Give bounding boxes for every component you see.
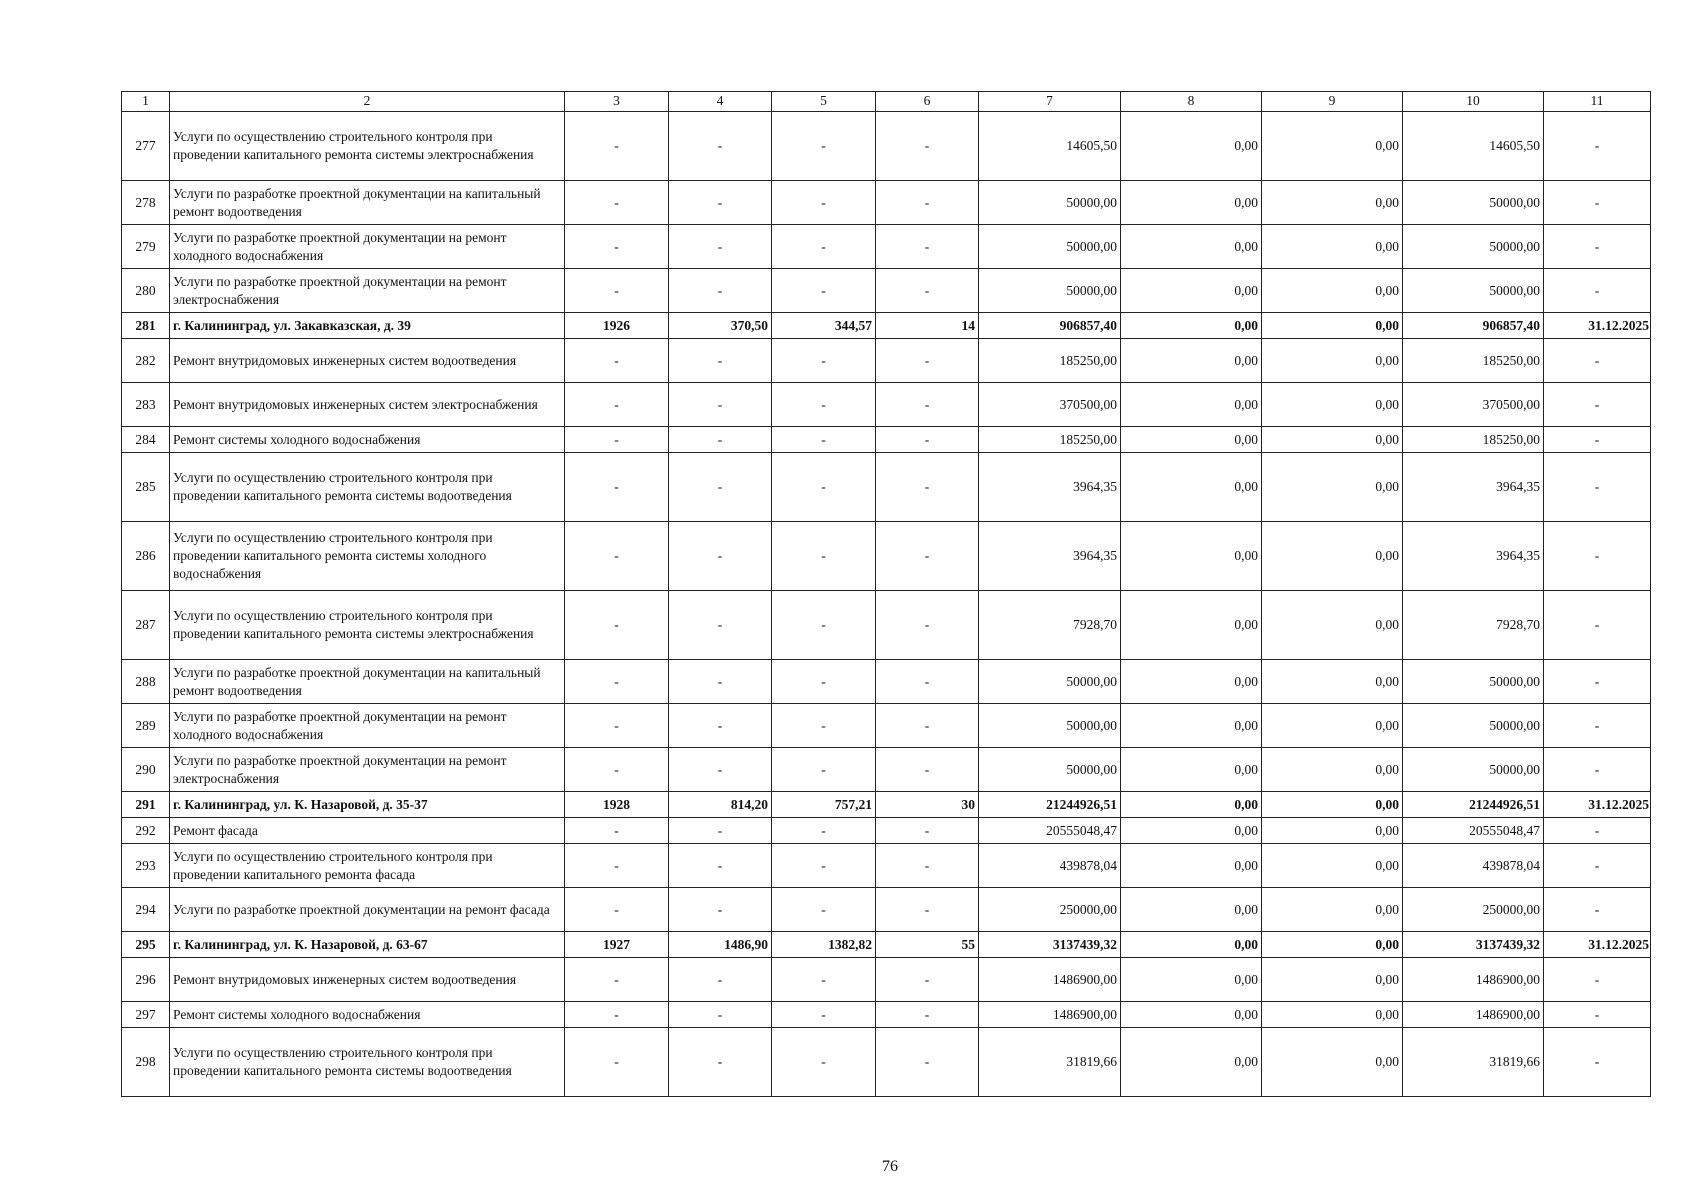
cell-deadline: - bbox=[1544, 453, 1651, 522]
cell-deadline: - bbox=[1544, 269, 1651, 313]
works-table bbox=[121, 91, 1651, 1097]
cell-fund-federal: 0,00 bbox=[1121, 792, 1262, 818]
cell-fund-owners: 1486900,00 bbox=[1403, 958, 1544, 1002]
cell-total-area: - bbox=[669, 844, 772, 888]
header-cell: 2 bbox=[170, 92, 565, 112]
cell-year: - bbox=[565, 1028, 669, 1097]
cell-total-area: - bbox=[669, 748, 772, 792]
row-number: 282 bbox=[122, 339, 170, 383]
table-row bbox=[122, 181, 1651, 225]
row-number: 283 bbox=[122, 383, 170, 427]
cell-residents: - bbox=[876, 748, 979, 792]
row-name: Услуги по разработке проектной документации на капитальный ремонт водоотведения bbox=[170, 181, 565, 225]
cell-fund-federal: 0,00 bbox=[1121, 660, 1262, 704]
row-number: 293 bbox=[122, 844, 170, 888]
cell-total-cost: 439878,04 bbox=[979, 844, 1121, 888]
cell-fund-federal: 0,00 bbox=[1121, 522, 1262, 591]
row-number: 298 bbox=[122, 1028, 170, 1097]
cell-fund-federal: 0,00 bbox=[1121, 958, 1262, 1002]
header-cell: 7 bbox=[979, 92, 1121, 112]
cell-fund-regional: 0,00 bbox=[1262, 748, 1403, 792]
cell-year: 1928 bbox=[565, 792, 669, 818]
row-name: г. Калининград, ул. К. Назаровой, д. 35-37 bbox=[170, 792, 565, 818]
cell-total-area: - bbox=[669, 1002, 772, 1028]
cell-total-cost: 20555048,47 bbox=[979, 818, 1121, 844]
cell-total-cost: 185250,00 bbox=[979, 339, 1121, 383]
cell-fund-regional: 0,00 bbox=[1262, 453, 1403, 522]
cell-total-area: 1486,90 bbox=[669, 932, 772, 958]
row-name: Услуги по осуществлению строительного контроля при проведении капитального ремонта системы холодного водоснабжения bbox=[170, 522, 565, 591]
cell-residents: - bbox=[876, 453, 979, 522]
cell-residents: - bbox=[876, 888, 979, 932]
cell-fund-regional: 0,00 bbox=[1262, 932, 1403, 958]
row-name: Ремонт системы холодного водоснабжения bbox=[170, 427, 565, 453]
cell-fund-federal: 0,00 bbox=[1121, 748, 1262, 792]
cell-fund-federal: 0,00 bbox=[1121, 932, 1262, 958]
row-number: 295 bbox=[122, 932, 170, 958]
cell-total-area: 370,50 bbox=[669, 313, 772, 339]
cell-fund-regional: 0,00 bbox=[1262, 1002, 1403, 1028]
cell-fund-owners: 31819,66 bbox=[1403, 1028, 1544, 1097]
cell-fund-owners: 250000,00 bbox=[1403, 888, 1544, 932]
cell-year: - bbox=[565, 844, 669, 888]
cell-deadline: - bbox=[1544, 522, 1651, 591]
table-row bbox=[122, 704, 1651, 748]
cell-deadline: - bbox=[1544, 339, 1651, 383]
cell-total-cost: 7928,70 bbox=[979, 591, 1121, 660]
row-name: Ремонт системы холодного водоснабжения bbox=[170, 1002, 565, 1028]
row-number: 289 bbox=[122, 704, 170, 748]
row-name: Ремонт внутридомовых инженерных систем водоотведения bbox=[170, 339, 565, 383]
table-row bbox=[122, 660, 1651, 704]
address-row bbox=[122, 313, 1651, 339]
cell-total-area: - bbox=[669, 704, 772, 748]
row-number: 287 bbox=[122, 591, 170, 660]
cell-living-area: 757,21 bbox=[772, 792, 876, 818]
header-cell: 8 bbox=[1121, 92, 1262, 112]
cell-fund-regional: 0,00 bbox=[1262, 591, 1403, 660]
cell-year: - bbox=[565, 453, 669, 522]
cell-fund-owners: 3964,35 bbox=[1403, 522, 1544, 591]
cell-fund-owners: 185250,00 bbox=[1403, 339, 1544, 383]
cell-residents: - bbox=[876, 269, 979, 313]
table-row bbox=[122, 748, 1651, 792]
cell-residents: - bbox=[876, 112, 979, 181]
row-name: Услуги по осуществлению строительного контроля при проведении капитального ремонта системы электроснабжения bbox=[170, 591, 565, 660]
header-cell: 9 bbox=[1262, 92, 1403, 112]
row-name: Услуги по разработке проектной документации на ремонт электроснабжения bbox=[170, 748, 565, 792]
row-number: 294 bbox=[122, 888, 170, 932]
cell-total-cost: 31819,66 bbox=[979, 1028, 1121, 1097]
cell-deadline: - bbox=[1544, 427, 1651, 453]
address-row bbox=[122, 932, 1651, 958]
cell-fund-regional: 0,00 bbox=[1262, 704, 1403, 748]
table-row bbox=[122, 818, 1651, 844]
cell-total-area: 814,20 bbox=[669, 792, 772, 818]
table-row bbox=[122, 1002, 1651, 1028]
table-row bbox=[122, 269, 1651, 313]
cell-fund-regional: 0,00 bbox=[1262, 888, 1403, 932]
header-cell: 5 bbox=[772, 92, 876, 112]
table-row bbox=[122, 427, 1651, 453]
cell-fund-federal: 0,00 bbox=[1121, 1028, 1262, 1097]
cell-residents: - bbox=[876, 844, 979, 888]
cell-deadline: - bbox=[1544, 112, 1651, 181]
table-row bbox=[122, 844, 1651, 888]
row-number: 290 bbox=[122, 748, 170, 792]
cell-total-area: - bbox=[669, 958, 772, 1002]
cell-fund-owners: 14605,50 bbox=[1403, 112, 1544, 181]
cell-total-area: - bbox=[669, 1028, 772, 1097]
cell-fund-federal: 0,00 bbox=[1121, 704, 1262, 748]
cell-fund-regional: 0,00 bbox=[1262, 427, 1403, 453]
cell-living-area: - bbox=[772, 958, 876, 1002]
cell-year: - bbox=[565, 958, 669, 1002]
cell-residents: 30 bbox=[876, 792, 979, 818]
cell-fund-federal: 0,00 bbox=[1121, 591, 1262, 660]
header-cell: 4 bbox=[669, 92, 772, 112]
cell-deadline: - bbox=[1544, 748, 1651, 792]
cell-year: - bbox=[565, 522, 669, 591]
row-name: Услуги по разработке проектной документации на ремонт холодного водоснабжения bbox=[170, 704, 565, 748]
cell-living-area: 344,57 bbox=[772, 313, 876, 339]
row-name: г. Калининград, ул. Закавказская, д. 39 bbox=[170, 313, 565, 339]
cell-year: - bbox=[565, 427, 669, 453]
cell-total-cost: 50000,00 bbox=[979, 225, 1121, 269]
cell-fund-regional: 0,00 bbox=[1262, 522, 1403, 591]
row-number: 279 bbox=[122, 225, 170, 269]
cell-year: - bbox=[565, 339, 669, 383]
cell-total-area: - bbox=[669, 660, 772, 704]
cell-fund-owners: 21244926,51 bbox=[1403, 792, 1544, 818]
cell-total-cost: 1486900,00 bbox=[979, 958, 1121, 1002]
cell-total-cost: 50000,00 bbox=[979, 748, 1121, 792]
cell-year: - bbox=[565, 383, 669, 427]
cell-fund-federal: 0,00 bbox=[1121, 225, 1262, 269]
row-name: г. Калининград, ул. К. Назаровой, д. 63-67 bbox=[170, 932, 565, 958]
row-number: 286 bbox=[122, 522, 170, 591]
header-cell: 10 bbox=[1403, 92, 1544, 112]
cell-living-area: - bbox=[772, 427, 876, 453]
cell-deadline: - bbox=[1544, 1002, 1651, 1028]
cell-year: - bbox=[565, 888, 669, 932]
cell-total-cost: 185250,00 bbox=[979, 427, 1121, 453]
cell-living-area: - bbox=[772, 844, 876, 888]
cell-year: - bbox=[565, 704, 669, 748]
cell-total-area: - bbox=[669, 383, 772, 427]
cell-year: - bbox=[565, 112, 669, 181]
cell-fund-federal: 0,00 bbox=[1121, 313, 1262, 339]
cell-fund-regional: 0,00 bbox=[1262, 181, 1403, 225]
cell-fund-federal: 0,00 bbox=[1121, 888, 1262, 932]
cell-living-area: - bbox=[772, 453, 876, 522]
cell-fund-owners: 50000,00 bbox=[1403, 660, 1544, 704]
row-name: Ремонт внутридомовых инженерных систем водоотведения bbox=[170, 958, 565, 1002]
cell-deadline: - bbox=[1544, 1028, 1651, 1097]
cell-living-area: - bbox=[772, 269, 876, 313]
cell-living-area: - bbox=[772, 888, 876, 932]
cell-living-area: - bbox=[772, 660, 876, 704]
cell-fund-owners: 20555048,47 bbox=[1403, 818, 1544, 844]
cell-residents: - bbox=[876, 427, 979, 453]
cell-year: 1926 bbox=[565, 313, 669, 339]
cell-year: 1927 bbox=[565, 932, 669, 958]
row-name: Услуги по осуществлению строительного контроля при проведении капитального ремонта системы водоотведения bbox=[170, 1028, 565, 1097]
cell-fund-federal: 0,00 bbox=[1121, 453, 1262, 522]
address-row bbox=[122, 792, 1651, 818]
cell-deadline: - bbox=[1544, 844, 1651, 888]
cell-fund-regional: 0,00 bbox=[1262, 313, 1403, 339]
table-row bbox=[122, 591, 1651, 660]
cell-fund-regional: 0,00 bbox=[1262, 383, 1403, 427]
cell-total-cost: 14605,50 bbox=[979, 112, 1121, 181]
cell-deadline: - bbox=[1544, 181, 1651, 225]
cell-fund-regional: 0,00 bbox=[1262, 269, 1403, 313]
cell-living-area: - bbox=[772, 591, 876, 660]
cell-fund-owners: 50000,00 bbox=[1403, 269, 1544, 313]
header-cell: 11 bbox=[1544, 92, 1651, 112]
cell-deadline: - bbox=[1544, 958, 1651, 1002]
table-row bbox=[122, 522, 1651, 591]
cell-residents: 14 bbox=[876, 313, 979, 339]
cell-fund-federal: 0,00 bbox=[1121, 818, 1262, 844]
cell-deadline: - bbox=[1544, 591, 1651, 660]
cell-deadline: - bbox=[1544, 660, 1651, 704]
cell-deadline: - bbox=[1544, 383, 1651, 427]
row-number: 291 bbox=[122, 792, 170, 818]
cell-fund-federal: 0,00 bbox=[1121, 181, 1262, 225]
cell-fund-owners: 370500,00 bbox=[1403, 383, 1544, 427]
cell-year: - bbox=[565, 591, 669, 660]
cell-deadline: - bbox=[1544, 225, 1651, 269]
cell-fund-regional: 0,00 bbox=[1262, 112, 1403, 181]
cell-fund-federal: 0,00 bbox=[1121, 339, 1262, 383]
cell-fund-owners: 7928,70 bbox=[1403, 591, 1544, 660]
row-number: 297 bbox=[122, 1002, 170, 1028]
cell-total-area: - bbox=[669, 339, 772, 383]
cell-total-area: - bbox=[669, 818, 772, 844]
cell-living-area: - bbox=[772, 748, 876, 792]
cell-residents: - bbox=[876, 181, 979, 225]
table-row bbox=[122, 453, 1651, 522]
header-cell: 3 bbox=[565, 92, 669, 112]
cell-fund-regional: 0,00 bbox=[1262, 958, 1403, 1002]
cell-total-cost: 50000,00 bbox=[979, 704, 1121, 748]
cell-fund-owners: 50000,00 bbox=[1403, 704, 1544, 748]
table-row bbox=[122, 339, 1651, 383]
row-name: Услуги по разработке проектной документации на ремонт электроснабжения bbox=[170, 269, 565, 313]
cell-fund-regional: 0,00 bbox=[1262, 1028, 1403, 1097]
cell-total-cost: 3137439,32 bbox=[979, 932, 1121, 958]
cell-residents: - bbox=[876, 339, 979, 383]
row-name: Ремонт фасада bbox=[170, 818, 565, 844]
cell-total-area: - bbox=[669, 888, 772, 932]
cell-total-area: - bbox=[669, 181, 772, 225]
cell-total-area: - bbox=[669, 522, 772, 591]
cell-total-cost: 1486900,00 bbox=[979, 1002, 1121, 1028]
cell-total-cost: 21244926,51 bbox=[979, 792, 1121, 818]
cell-year: - bbox=[565, 660, 669, 704]
row-number: 280 bbox=[122, 269, 170, 313]
cell-living-area: - bbox=[772, 181, 876, 225]
cell-total-cost: 906857,40 bbox=[979, 313, 1121, 339]
cell-fund-owners: 439878,04 bbox=[1403, 844, 1544, 888]
cell-fund-regional: 0,00 bbox=[1262, 844, 1403, 888]
table-row bbox=[122, 1028, 1651, 1097]
header-cell: 6 bbox=[876, 92, 979, 112]
column-number-header bbox=[122, 92, 1651, 112]
cell-fund-federal: 0,00 bbox=[1121, 269, 1262, 313]
cell-year: - bbox=[565, 181, 669, 225]
cell-total-area: - bbox=[669, 427, 772, 453]
cell-year: - bbox=[565, 225, 669, 269]
cell-total-area: - bbox=[669, 453, 772, 522]
cell-total-cost: 50000,00 bbox=[979, 660, 1121, 704]
cell-living-area: - bbox=[772, 818, 876, 844]
row-number: 285 bbox=[122, 453, 170, 522]
cell-deadline: 31.12.2025 bbox=[1544, 313, 1651, 339]
cell-residents: - bbox=[876, 660, 979, 704]
cell-living-area: - bbox=[772, 704, 876, 748]
cell-fund-federal: 0,00 bbox=[1121, 112, 1262, 181]
row-name: Услуги по разработке проектной документации на капитальный ремонт водоотведения bbox=[170, 660, 565, 704]
cell-year: - bbox=[565, 818, 669, 844]
cell-residents: - bbox=[876, 958, 979, 1002]
row-name: Услуги по осуществлению строительного контроля при проведении капитального ремонта системы электроснабжения bbox=[170, 112, 565, 181]
cell-living-area: - bbox=[772, 112, 876, 181]
cell-fund-regional: 0,00 bbox=[1262, 818, 1403, 844]
cell-total-area: - bbox=[669, 269, 772, 313]
cell-total-cost: 3964,35 bbox=[979, 453, 1121, 522]
cell-fund-owners: 50000,00 bbox=[1403, 225, 1544, 269]
cell-fund-regional: 0,00 bbox=[1262, 660, 1403, 704]
cell-year: - bbox=[565, 1002, 669, 1028]
cell-living-area: - bbox=[772, 339, 876, 383]
cell-deadline: - bbox=[1544, 888, 1651, 932]
cell-fund-federal: 0,00 bbox=[1121, 1002, 1262, 1028]
row-number: 277 bbox=[122, 112, 170, 181]
row-number: 284 bbox=[122, 427, 170, 453]
cell-living-area: - bbox=[772, 383, 876, 427]
table-row bbox=[122, 958, 1651, 1002]
cell-deadline: - bbox=[1544, 704, 1651, 748]
table-row bbox=[122, 888, 1651, 932]
cell-fund-owners: 3964,35 bbox=[1403, 453, 1544, 522]
table-row bbox=[122, 383, 1651, 427]
cell-deadline: 31.12.2025 bbox=[1544, 792, 1651, 818]
cell-total-cost: 370500,00 bbox=[979, 383, 1121, 427]
cell-total-area: - bbox=[669, 112, 772, 181]
row-number: 296 bbox=[122, 958, 170, 1002]
cell-fund-federal: 0,00 bbox=[1121, 427, 1262, 453]
table-row bbox=[122, 112, 1651, 181]
row-number: 288 bbox=[122, 660, 170, 704]
row-name: Ремонт внутридомовых инженерных систем электроснабжения bbox=[170, 383, 565, 427]
cell-living-area: - bbox=[772, 1028, 876, 1097]
cell-fund-federal: 0,00 bbox=[1121, 844, 1262, 888]
cell-living-area: - bbox=[772, 225, 876, 269]
cell-residents: - bbox=[876, 1028, 979, 1097]
row-number: 281 bbox=[122, 313, 170, 339]
cell-total-cost: 50000,00 bbox=[979, 181, 1121, 225]
row-number: 278 bbox=[122, 181, 170, 225]
cell-fund-regional: 0,00 bbox=[1262, 792, 1403, 818]
page-number: 76 bbox=[882, 1158, 898, 1175]
row-number: 292 bbox=[122, 818, 170, 844]
row-name: Услуги по осуществлению строительного контроля при проведении капитального ремонта фасада bbox=[170, 844, 565, 888]
cell-residents: - bbox=[876, 225, 979, 269]
cell-fund-owners: 185250,00 bbox=[1403, 427, 1544, 453]
cell-residents: - bbox=[876, 522, 979, 591]
cell-deadline: - bbox=[1544, 818, 1651, 844]
row-name: Услуги по осуществлению строительного контроля при проведении капитального ремонта системы водоотведения bbox=[170, 453, 565, 522]
row-name: Услуги по разработке проектной документации на ремонт холодного водоснабжения bbox=[170, 225, 565, 269]
cell-year: - bbox=[565, 748, 669, 792]
cell-residents: - bbox=[876, 591, 979, 660]
cell-fund-owners: 1486900,00 bbox=[1403, 1002, 1544, 1028]
cell-residents: - bbox=[876, 383, 979, 427]
cell-fund-owners: 906857,40 bbox=[1403, 313, 1544, 339]
cell-living-area: - bbox=[772, 522, 876, 591]
cell-total-area: - bbox=[669, 225, 772, 269]
cell-fund-owners: 50000,00 bbox=[1403, 748, 1544, 792]
cell-fund-owners: 3137439,32 bbox=[1403, 932, 1544, 958]
cell-total-area: - bbox=[669, 591, 772, 660]
cell-residents: - bbox=[876, 1002, 979, 1028]
cell-living-area: - bbox=[772, 1002, 876, 1028]
cell-residents: 55 bbox=[876, 932, 979, 958]
row-name: Услуги по разработке проектной документации на ремонт фасада bbox=[170, 888, 565, 932]
cell-total-cost: 3964,35 bbox=[979, 522, 1121, 591]
cell-residents: - bbox=[876, 818, 979, 844]
header-cell: 1 bbox=[122, 92, 170, 112]
cell-fund-owners: 50000,00 bbox=[1403, 181, 1544, 225]
cell-fund-regional: 0,00 bbox=[1262, 225, 1403, 269]
cell-residents: - bbox=[876, 704, 979, 748]
cell-fund-regional: 0,00 bbox=[1262, 339, 1403, 383]
cell-living-area: 1382,82 bbox=[772, 932, 876, 958]
table-row bbox=[122, 225, 1651, 269]
cell-total-cost: 50000,00 bbox=[979, 269, 1121, 313]
cell-fund-federal: 0,00 bbox=[1121, 383, 1262, 427]
cell-year: - bbox=[565, 269, 669, 313]
cell-total-cost: 250000,00 bbox=[979, 888, 1121, 932]
cell-deadline: 31.12.2025 bbox=[1544, 932, 1651, 958]
